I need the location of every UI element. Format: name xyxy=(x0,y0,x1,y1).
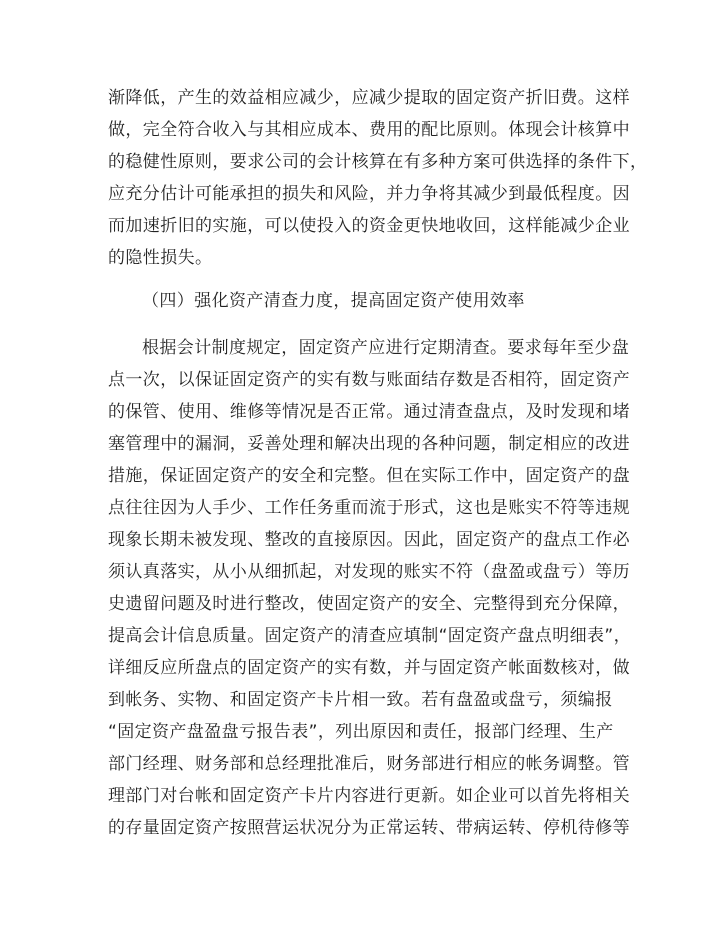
text-line: 措施，保证固定资产的安全和完整。但在实际工作中，固定资产的盘 xyxy=(108,466,630,486)
text-line: 应充分估计可能承担的损失和风险，并力争将其减少到最低程度。因 xyxy=(108,184,630,204)
paragraph-asset-inventory xyxy=(108,332,632,844)
text-line: 理部门对台帐和固定资产卡片内容进行更新。如企业可以首先将相关 xyxy=(108,786,630,806)
text-line: 塞管理中的漏洞，妥善处理和解决出现的各种问题，制定相应的改进 xyxy=(108,434,630,454)
text-line: 渐降低，产生的效益相应减少，应减少提取的固定资产折旧费。这样 xyxy=(108,88,630,108)
text-line: 做，完全符合收入与其相应成本、费用的配比原则。体现会计核算中 xyxy=(108,120,630,140)
text-line: 详细反应所盘点的固定资产的实有数，并与固定资产帐面数核对，做 xyxy=(108,658,630,678)
text-line: 点一次，以保证固定资产的实有数与账面结存数是否相符，固定资产 xyxy=(108,370,630,390)
text-line: 部门经理、财务部和总经理批准后，财务部进行相应的帐务调整。管 xyxy=(108,754,630,774)
text-line: 的隐性损失。 xyxy=(108,248,213,268)
section-heading xyxy=(108,285,628,317)
section-heading-text: （四）强化资产清查力度，提高固定资产使用效率 xyxy=(142,291,525,311)
text-line: 提高会计信息质量。固定资产的清查应填制“固定资产盘点明细表”， xyxy=(108,626,632,646)
text-line: 到帐务、实物、和固定资产卡片相一致。若有盘盈或盘亏，须编报 xyxy=(108,690,613,710)
text-line: 的保管、使用、维修等情况是否正常。通过清查盘点，及时发现和堵 xyxy=(108,402,630,422)
text-line: 根据会计制度规定，固定资产应进行定期清查。要求每年至少盘 xyxy=(142,338,630,358)
text-line: 点往往因为人手少、工作任务重而流于形式，这也是账实不符等违规 xyxy=(108,498,630,518)
text-line: 史遗留问题及时进行整改，使固定资产的安全、完整得到充分保障， xyxy=(108,594,630,614)
text-line: 须认真落实，从小从细抓起，对发现的账实不符（盘盈或盘亏）等历 xyxy=(108,562,630,582)
text-line: 的存量固定资产按照营运状况分为正常运转、带病运转、停机待修等 xyxy=(108,818,630,838)
text-line: 的稳健性原则，要求公司的会计核算在有多种方案可供选择的条件下， xyxy=(108,152,648,172)
text-line: 现象长期未被发现、整改的直接原因。因此，固定资产的盘点工作必 xyxy=(108,530,630,550)
paragraph-depreciation xyxy=(108,82,648,274)
text-line: “固定资产盘盈盘亏报告表”，列出原因和责任，报部门经理、生产 xyxy=(108,722,614,742)
text-line: 而加速折旧的实施，可以使投入的资金更快地收回，这样能减少企业 xyxy=(108,216,630,236)
